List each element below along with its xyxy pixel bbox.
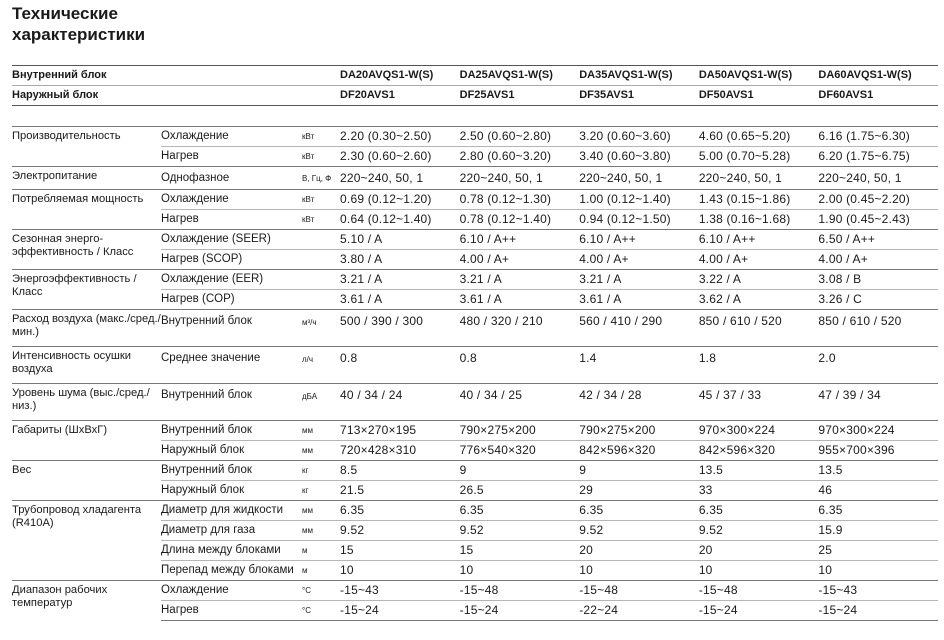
row-value: 6.35 bbox=[340, 501, 460, 521]
row-value: 842×596×320 bbox=[699, 441, 819, 461]
spec-row bbox=[12, 270, 938, 290]
row-sublabel: Охлаждение bbox=[161, 190, 302, 210]
row-value: 6.20 (1.75~6.75) bbox=[818, 147, 938, 167]
row-sublabel: Однофазное bbox=[161, 167, 302, 190]
row-value: 0.64 (0.12~1.40) bbox=[340, 210, 460, 230]
row-unit bbox=[302, 250, 340, 270]
row-value: 9.52 bbox=[460, 521, 580, 541]
row-value: 480 / 320 / 210 bbox=[460, 310, 580, 347]
row-value: 220~240, 50, 1 bbox=[460, 167, 580, 190]
row-value: -15~24 bbox=[460, 601, 580, 621]
row-unit: л/ч bbox=[302, 347, 340, 384]
row-value: 3.26 / C bbox=[818, 290, 938, 310]
row-sublabel: Нагрев (SCOP) bbox=[161, 250, 302, 270]
row-value: 13.5 bbox=[699, 461, 819, 481]
spec-row bbox=[12, 190, 938, 210]
row-unit: кг bbox=[302, 461, 340, 481]
row-value: 3.80 / A bbox=[340, 250, 460, 270]
row-sublabel: Нагрев bbox=[161, 147, 302, 167]
row-value: 2.20 (0.30~2.50) bbox=[340, 127, 460, 147]
group-label: Потребляемая мощность bbox=[12, 190, 161, 230]
row-value: 40 / 34 / 24 bbox=[340, 384, 460, 421]
row-value: 3.08 / B bbox=[818, 270, 938, 290]
spec-row bbox=[12, 421, 938, 441]
row-value: 1.43 (0.15~1.86) bbox=[699, 190, 819, 210]
row-value: 0.78 (0.12~1.40) bbox=[460, 210, 580, 230]
row-value: 40 / 34 / 25 bbox=[460, 384, 580, 421]
row-value: 20 bbox=[579, 541, 699, 561]
row-value: 0.69 (0.12~1.20) bbox=[340, 190, 460, 210]
row-value: 0.8 bbox=[340, 347, 460, 384]
row-sublabel: Длина между блоками bbox=[161, 541, 302, 561]
row-value: 4.00 / A+ bbox=[699, 250, 819, 270]
row-value: 6.35 bbox=[579, 501, 699, 521]
row-sublabel: Наружный блок bbox=[161, 481, 302, 501]
row-value: 8.5 bbox=[340, 461, 460, 481]
row-sublabel: Внутренний блок bbox=[161, 421, 302, 441]
row-unit: кВт bbox=[302, 127, 340, 147]
row-value: 9.52 bbox=[699, 521, 819, 541]
row-value: 4.00 / A+ bbox=[460, 250, 580, 270]
row-unit: °С bbox=[302, 601, 340, 621]
row-value: -15~48 bbox=[579, 581, 699, 601]
row-value: 970×300×224 bbox=[699, 421, 819, 441]
row-unit: кг bbox=[302, 481, 340, 501]
row-value: 6.10 / A++ bbox=[699, 230, 819, 250]
header-row-outdoor bbox=[12, 86, 938, 106]
row-value: 26.5 bbox=[460, 481, 580, 501]
row-sublabel: Перепад между блоками bbox=[161, 561, 302, 581]
outdoor-model: DF35AVS1 bbox=[579, 86, 699, 106]
row-sublabel: Среднее значение bbox=[161, 347, 302, 384]
row-unit: кВт bbox=[302, 190, 340, 210]
row-value: 2.0 bbox=[818, 347, 938, 384]
row-value: 6.16 (1.75~6.30) bbox=[818, 127, 938, 147]
row-value: 2.80 (0.60~3.20) bbox=[460, 147, 580, 167]
row-value: -15~48 bbox=[699, 581, 819, 601]
row-value: 6.50 / A++ bbox=[818, 230, 938, 250]
spec-row bbox=[12, 461, 938, 481]
row-value: 3.61 / A bbox=[579, 290, 699, 310]
page-title-line-1: Технические bbox=[12, 4, 118, 23]
row-value: 9 bbox=[460, 461, 580, 481]
row-unit bbox=[302, 270, 340, 290]
row-value: 9 bbox=[579, 461, 699, 481]
row-value: -15~24 bbox=[818, 601, 938, 621]
row-value: 10 bbox=[460, 561, 580, 581]
row-value: 13.5 bbox=[818, 461, 938, 481]
row-sublabel: Внутренний блок bbox=[161, 310, 302, 347]
row-unit: мм bbox=[302, 441, 340, 461]
row-value: 3.20 (0.60~3.60) bbox=[579, 127, 699, 147]
row-unit: °С bbox=[302, 581, 340, 601]
row-value: 1.8 bbox=[699, 347, 819, 384]
row-value: 6.10 / A++ bbox=[579, 230, 699, 250]
row-value: -15~43 bbox=[340, 581, 460, 601]
row-value: 1.4 bbox=[579, 347, 699, 384]
group-label: Вес bbox=[12, 461, 161, 501]
row-sublabel: Внутренний блок bbox=[161, 384, 302, 421]
spec-table-body bbox=[12, 66, 938, 621]
row-value: -22~24 bbox=[579, 601, 699, 621]
row-value: 790×275×200 bbox=[460, 421, 580, 441]
row-value: 33 bbox=[699, 481, 819, 501]
group-label: Уровень шума (выс./сред./низ.) bbox=[12, 384, 161, 421]
row-value: 970×300×224 bbox=[818, 421, 938, 441]
spacer-row bbox=[12, 106, 938, 127]
row-unit: кВт bbox=[302, 210, 340, 230]
page-title-line-2: характеристики bbox=[12, 25, 146, 44]
indoor-model: DA60AVQS1-W(S) bbox=[818, 66, 938, 86]
spec-row bbox=[12, 310, 938, 347]
indoor-model: DA25AVQS1-W(S) bbox=[460, 66, 580, 86]
row-value: 6.10 / A++ bbox=[460, 230, 580, 250]
row-sublabel: Нагрев bbox=[161, 210, 302, 230]
row-sublabel: Охлаждение bbox=[161, 581, 302, 601]
row-sublabel: Охлаждение bbox=[161, 127, 302, 147]
row-value: -15~24 bbox=[340, 601, 460, 621]
row-value: 850 / 610 / 520 bbox=[699, 310, 819, 347]
group-label: Трубопровод хладагента (R410A) bbox=[12, 501, 161, 581]
row-value: 713×270×195 bbox=[340, 421, 460, 441]
group-label: Диапазон рабочих температур bbox=[12, 581, 161, 621]
indoor-model: DA20AVQS1-W(S) bbox=[340, 66, 460, 86]
row-value: 15 bbox=[340, 541, 460, 561]
row-unit: кВт bbox=[302, 147, 340, 167]
group-label: Энергоэффективность / Класс bbox=[12, 270, 161, 310]
row-sublabel: Диаметр для жидкости bbox=[161, 501, 302, 521]
row-value: -15~24 bbox=[699, 601, 819, 621]
row-value: 10 bbox=[818, 561, 938, 581]
row-value: 850 / 610 / 520 bbox=[818, 310, 938, 347]
indoor-model: DA35AVQS1-W(S) bbox=[579, 66, 699, 86]
group-label: Интенсивность осушки воздуха bbox=[12, 347, 161, 384]
row-value: 500 / 390 / 300 bbox=[340, 310, 460, 347]
row-sublabel: Нагрев bbox=[161, 601, 302, 621]
row-value: 1.90 (0.45~2.43) bbox=[818, 210, 938, 230]
row-value: 21.5 bbox=[340, 481, 460, 501]
row-unit: В, Гц, Ф bbox=[302, 167, 340, 190]
row-value: 47 / 39 / 34 bbox=[818, 384, 938, 421]
spec-row bbox=[12, 347, 938, 384]
group-label: Расход воздуха (макс./сред./мин.) bbox=[12, 310, 161, 347]
row-value: 1.00 (0.12~1.40) bbox=[579, 190, 699, 210]
row-sublabel: Нагрев (COP) bbox=[161, 290, 302, 310]
row-sublabel: Охлаждение (SEER) bbox=[161, 230, 302, 250]
row-unit: м bbox=[302, 541, 340, 561]
row-value: 10 bbox=[340, 561, 460, 581]
spec-row bbox=[12, 501, 938, 521]
row-value: 10 bbox=[699, 561, 819, 581]
group-label: Габариты (ШхВхГ) bbox=[12, 421, 161, 461]
row-sublabel: Наружный блок bbox=[161, 441, 302, 461]
row-value: 15 bbox=[460, 541, 580, 561]
row-value: 3.22 / A bbox=[699, 270, 819, 290]
row-value: 29 bbox=[579, 481, 699, 501]
row-value: 842×596×320 bbox=[579, 441, 699, 461]
row-value: 560 / 410 / 290 bbox=[579, 310, 699, 347]
row-value: 4.00 / A+ bbox=[818, 250, 938, 270]
row-value: 2.50 (0.60~2.80) bbox=[460, 127, 580, 147]
row-value: 3.61 / A bbox=[340, 290, 460, 310]
row-unit: мм bbox=[302, 501, 340, 521]
header-row-indoor bbox=[12, 66, 938, 86]
row-value: 2.00 (0.45~2.20) bbox=[818, 190, 938, 210]
row-value: 220~240, 50, 1 bbox=[818, 167, 938, 190]
row-value: 3.21 / A bbox=[579, 270, 699, 290]
row-value: 5.00 (0.70~5.28) bbox=[699, 147, 819, 167]
page-title bbox=[12, 3, 145, 45]
row-value: 45 / 37 / 33 bbox=[699, 384, 819, 421]
row-value: 3.40 (0.60~3.80) bbox=[579, 147, 699, 167]
row-sublabel: Диаметр для газа bbox=[161, 521, 302, 541]
group-label: Сезонная энерго-эффективность / Класс bbox=[12, 230, 161, 270]
row-value: 4.00 / A+ bbox=[579, 250, 699, 270]
row-unit bbox=[302, 230, 340, 250]
row-value: 25 bbox=[818, 541, 938, 561]
row-value: 2.30 (0.60~2.60) bbox=[340, 147, 460, 167]
spec-row bbox=[12, 384, 938, 421]
row-value: 220~240, 50, 1 bbox=[340, 167, 460, 190]
row-value: 46 bbox=[818, 481, 938, 501]
outdoor-unit-label: Наружный блок bbox=[12, 86, 340, 106]
indoor-model: DA50AVQS1-W(S) bbox=[699, 66, 819, 86]
row-unit: м³/ч bbox=[302, 310, 340, 347]
spec-row bbox=[12, 230, 938, 250]
row-unit: мм bbox=[302, 421, 340, 441]
row-value: -15~43 bbox=[818, 581, 938, 601]
outdoor-model: DF50AVS1 bbox=[699, 86, 819, 106]
row-value: 790×275×200 bbox=[579, 421, 699, 441]
row-value: 15.9 bbox=[818, 521, 938, 541]
group-label: Производительность bbox=[12, 127, 161, 167]
group-label: Электропитание bbox=[12, 167, 161, 190]
row-value: 6.35 bbox=[460, 501, 580, 521]
outdoor-model: DF25AVS1 bbox=[460, 86, 580, 106]
row-value: 42 / 34 / 28 bbox=[579, 384, 699, 421]
row-value: 3.21 / A bbox=[340, 270, 460, 290]
row-value: 3.61 / A bbox=[460, 290, 580, 310]
row-value: 6.35 bbox=[818, 501, 938, 521]
spec-row bbox=[12, 127, 938, 147]
row-value: 720×428×310 bbox=[340, 441, 460, 461]
row-value: 220~240, 50, 1 bbox=[699, 167, 819, 190]
row-value: 9.52 bbox=[340, 521, 460, 541]
spec-row bbox=[12, 581, 938, 601]
row-sublabel: Охлаждение (EER) bbox=[161, 270, 302, 290]
indoor-unit-label: Внутренний блок bbox=[12, 66, 340, 86]
outdoor-model: DF60AVS1 bbox=[818, 86, 938, 106]
row-value: 1.38 (0.16~1.68) bbox=[699, 210, 819, 230]
row-value: 5.10 / A bbox=[340, 230, 460, 250]
row-value: 776×540×320 bbox=[460, 441, 580, 461]
row-value: 0.78 (0.12~1.30) bbox=[460, 190, 580, 210]
row-value: 4.60 (0.65~5.20) bbox=[699, 127, 819, 147]
spec-table bbox=[12, 65, 938, 621]
row-value: 0.94 (0.12~1.50) bbox=[579, 210, 699, 230]
row-value: -15~48 bbox=[460, 581, 580, 601]
row-value: 3.62 / A bbox=[699, 290, 819, 310]
row-value: 3.21 / A bbox=[460, 270, 580, 290]
row-sublabel: Внутренний блок bbox=[161, 461, 302, 481]
spec-row bbox=[12, 167, 938, 190]
row-value: 955×700×396 bbox=[818, 441, 938, 461]
row-unit: дБА bbox=[302, 384, 340, 421]
row-value: 6.35 bbox=[699, 501, 819, 521]
row-value: 220~240, 50, 1 bbox=[579, 167, 699, 190]
row-unit: мм bbox=[302, 521, 340, 541]
row-value: 20 bbox=[699, 541, 819, 561]
row-unit: м bbox=[302, 561, 340, 581]
row-unit bbox=[302, 290, 340, 310]
outdoor-model: DF20AVS1 bbox=[340, 86, 460, 106]
row-value: 9.52 bbox=[579, 521, 699, 541]
row-value: 0.8 bbox=[460, 347, 580, 384]
row-value: 10 bbox=[579, 561, 699, 581]
